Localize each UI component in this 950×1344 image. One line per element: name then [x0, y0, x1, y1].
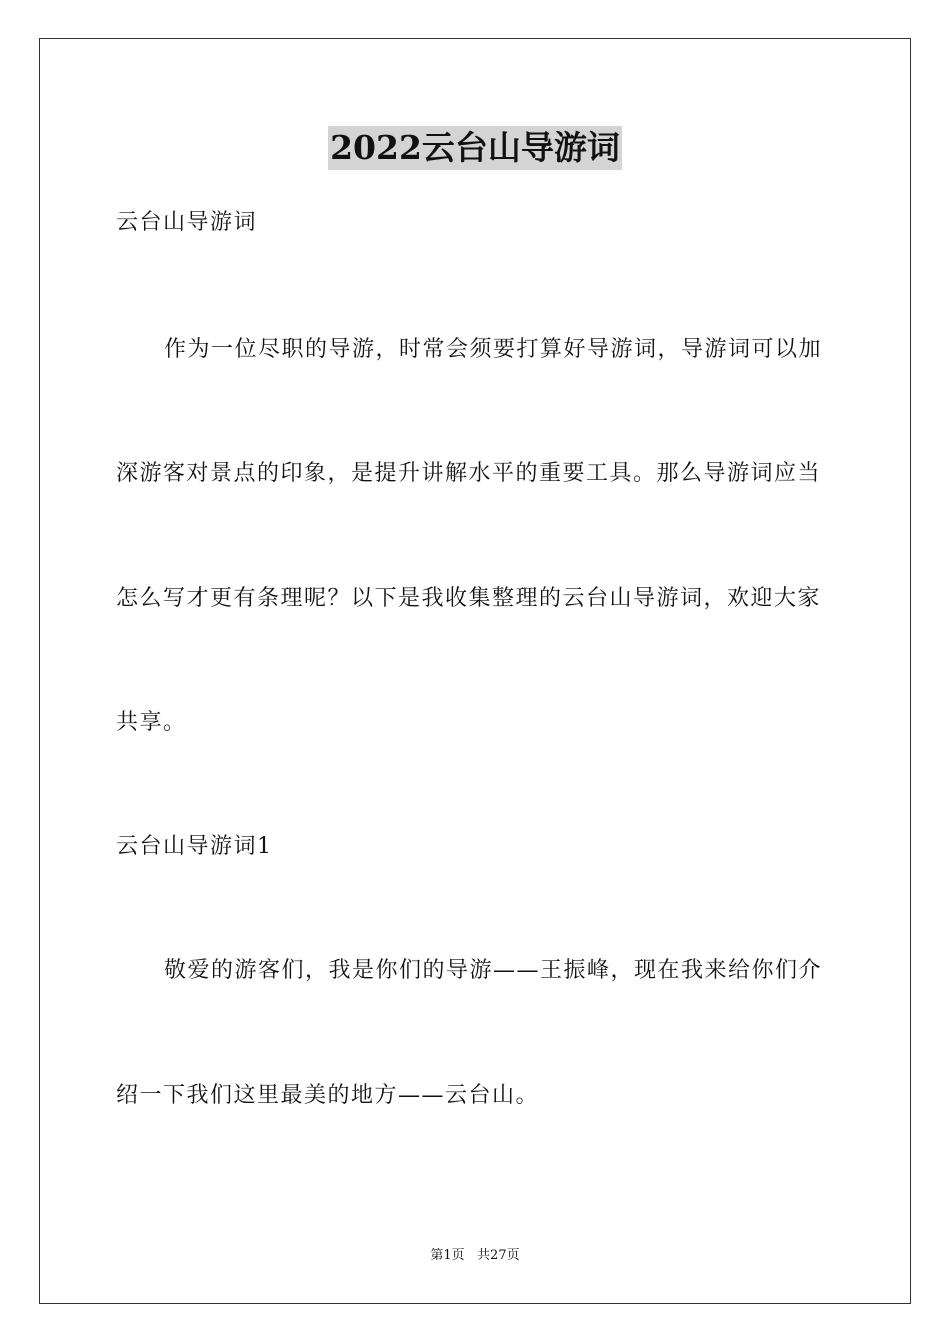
section-heading: 云台山导游词 — [116, 210, 258, 235]
paragraph-line: 作为一位尽职的导游，时常会须要打算好导游词，导游词可以加 — [164, 337, 823, 362]
section-heading: 云台山导游词1 — [116, 834, 273, 859]
paragraph-line: 深游客对景点的印象，是提升讲解水平的重要工具。那么导游词应当 — [116, 461, 822, 486]
paragraph-line: 怎么写才更有条理呢？以下是我收集整理的云台山导游词，欢迎大家 — [116, 586, 822, 611]
paragraph-line: 绍一下我们这里最美的地方——云台山。 — [116, 1083, 540, 1108]
document-title: 2022云台山导游词 — [328, 126, 622, 170]
page-footer: 第1页 共27页 — [430, 1248, 520, 1263]
title-container — [0, 126, 950, 170]
paragraph-line: 敬爱的游客们，我是你们的导游——王振峰，现在我来给你们介 — [164, 958, 823, 983]
paragraph-line: 共享。 — [116, 710, 187, 735]
